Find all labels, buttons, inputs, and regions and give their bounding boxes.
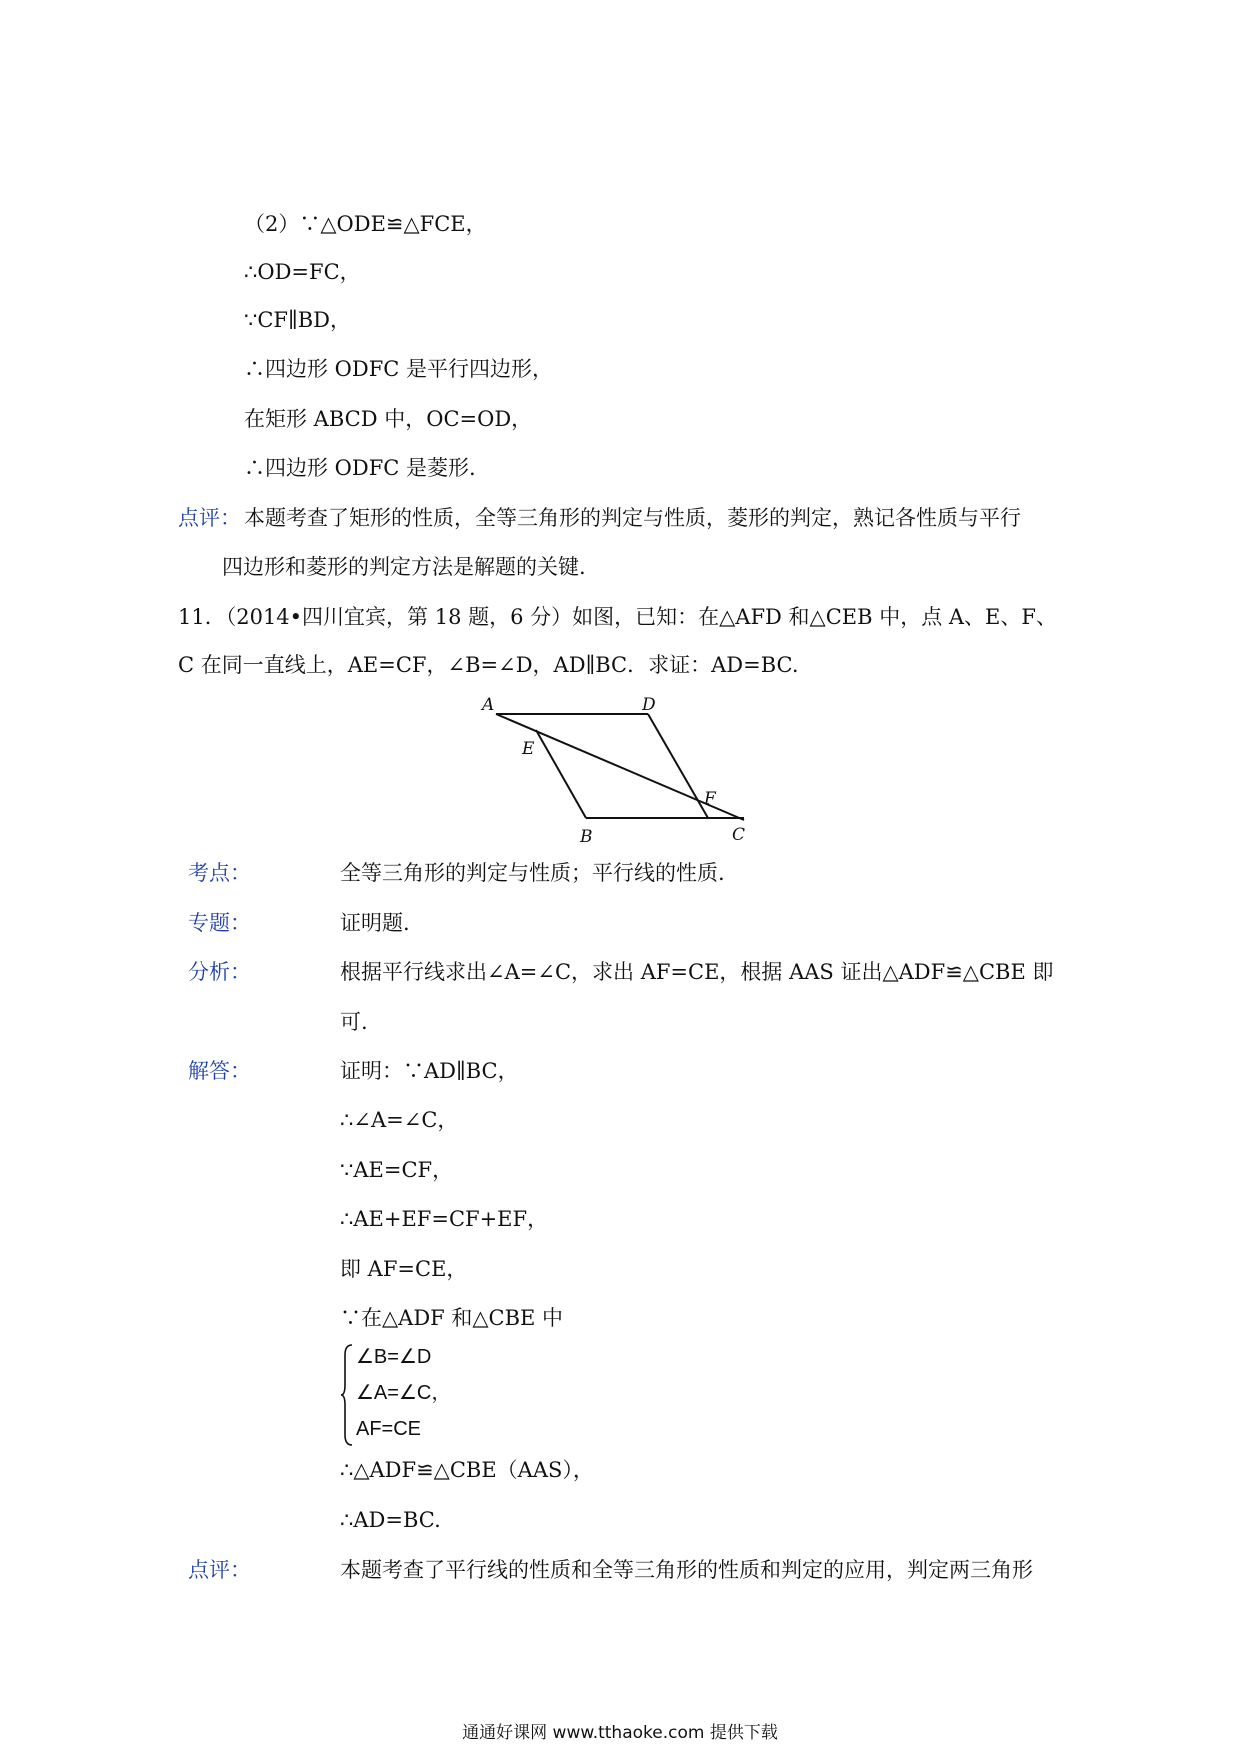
label-B: B [580, 827, 593, 847]
brace-line-1: ∠B=∠D [356, 1346, 432, 1368]
part2-line-2: ∴OD=FC， [244, 260, 361, 284]
part2-line-6: ∴四边形 ODFC 是菱形. [244, 456, 476, 480]
brace-line-3: AF=CE [356, 1418, 422, 1440]
brace-line-2: ∠A=∠C， [356, 1382, 452, 1404]
part2-line-5: 在矩形 ABCD 中，OC=OD， [244, 407, 533, 431]
jieda-line-2: ∴∠A=∠C， [340, 1108, 459, 1132]
part2-line-1: （2）∵△ODE≌△FCE， [244, 212, 487, 236]
q11-line-2: C 在同一直线上，AE=CF，∠B=∠D，AD∥BC．求证：AD=BC. [178, 653, 799, 677]
label-F: F [704, 789, 716, 809]
segment-EB [536, 730, 586, 818]
dianping2-text: 本题考查了平行线的性质和全等三角形的性质和判定的应用，判定两三角形 [340, 1558, 1033, 1582]
jieda-label: 解答： [188, 1059, 251, 1083]
jieda-line-6: ∵在△ADF 和△CBE 中 [340, 1306, 564, 1330]
zhuanti-label: 专题： [188, 911, 251, 935]
kaodian-label: 考点： [188, 861, 251, 885]
jieda-line-5: 即 AF=CE， [340, 1257, 468, 1281]
jieda-line-7: ∴△ADF≌△CBE（AAS）， [340, 1458, 594, 1482]
jieda-line-1: 证明：∵AD∥BC， [340, 1059, 519, 1083]
zhuanti-text: 证明题. [340, 911, 410, 935]
q11-line-1: 11．（2014•四川宜宾，第 18 题，6 分）如图，已知：在△AFD 和△CEB 中，点 A、E、F、 [178, 605, 1057, 629]
dianping2-label: 点评： [188, 1558, 251, 1582]
left-brace-icon [340, 1343, 354, 1447]
fenxi-line-1: 根据平行线求出∠A=∠C，求出 AF=CE，根据 AAS 证出△ADF≌△CBE 即 [340, 960, 1054, 984]
jieda-line-3: ∵AE=CF， [340, 1158, 454, 1182]
label-C: C [732, 825, 746, 845]
condition-brace-group [340, 1343, 520, 1447]
jieda-line-8: ∴AD=BC. [340, 1508, 441, 1532]
segment-DC [648, 714, 708, 818]
fenxi-label: 分析： [188, 960, 251, 984]
part2-line-4: ∴四边形 ODFC 是平行四边形， [244, 357, 554, 381]
jieda-line-4: ∴AE+EF=CF+EF， [340, 1207, 549, 1231]
label-E: E [522, 739, 535, 759]
fenxi-line-2: 可. [340, 1010, 368, 1034]
kaodian-text: 全等三角形的判定与性质；平行线的性质. [340, 861, 725, 885]
page-footer: 通通好课网 www.tthaoke.com 提供下载 [462, 1723, 778, 1743]
comment1-line-1: 本题考查了矩形的性质，全等三角形的判定与性质，菱形的判定，熟记各性质与平行 [244, 506, 1021, 530]
comment1-label: 点评： [178, 506, 241, 530]
geometry-diagram [476, 692, 776, 852]
label-A: A [482, 695, 495, 715]
part2-line-3: ∵CF∥BD， [244, 308, 351, 332]
comment1-line-2: 四边形和菱形的判定方法是解题的关键. [222, 555, 586, 579]
label-D: D [642, 695, 656, 715]
